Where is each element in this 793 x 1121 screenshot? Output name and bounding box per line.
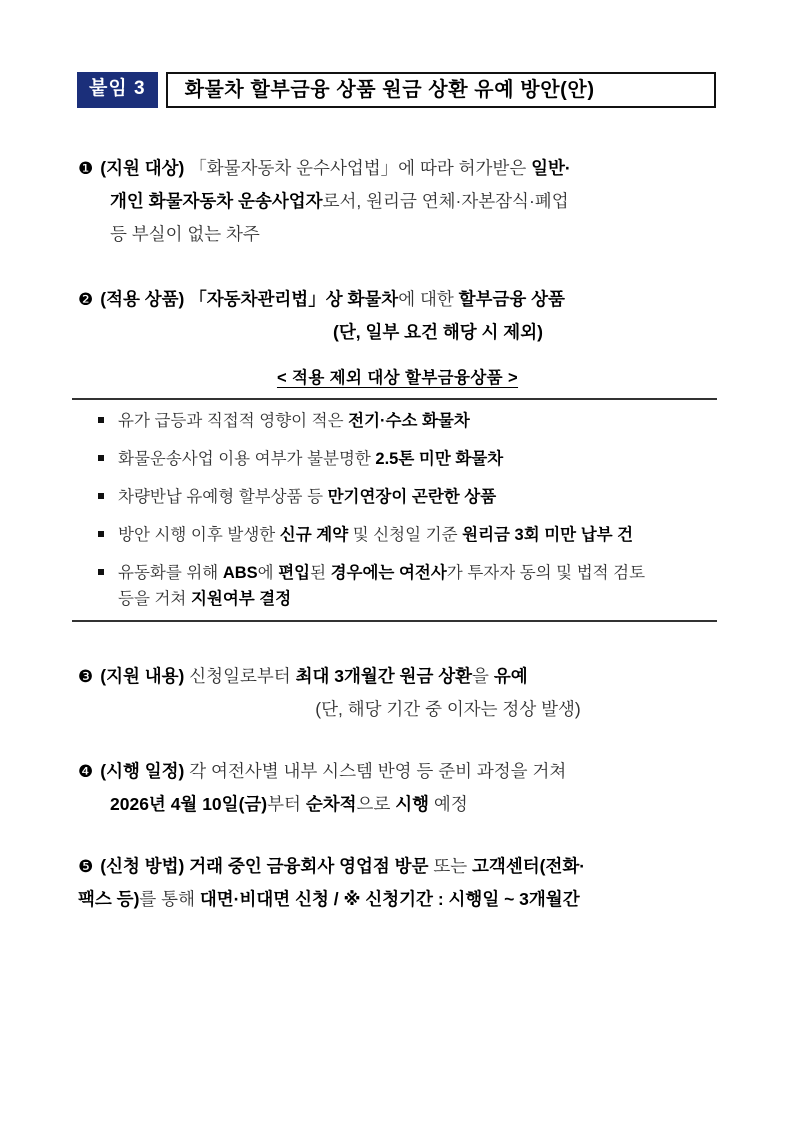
exclusion-panel-heading-text: < 적용 제외 대상 할부금융상품 > — [276, 369, 519, 387]
clause-1-text-b: 로서, 원리금 연체·자본잠식·폐업 — [322, 191, 569, 211]
excl-5-line-2 — [118, 586, 721, 612]
excl-5-text-a: 유동화를 위해 — [118, 564, 223, 582]
clause-5-line-2 — [78, 883, 728, 916]
page-title: 화물차 할부금융 상품 원금 상환 유예 방안(안) — [184, 78, 595, 101]
clause-5-label: (신청 방법) — [100, 856, 185, 876]
clause-applicable-product — [78, 283, 728, 349]
clause-3-bold-b: 유예 — [493, 666, 528, 686]
excl-5-bold-c: 경우에는 — [330, 564, 395, 582]
clause-marker-3: ❸ — [78, 667, 94, 686]
clause-4-bold-a: 순차적 — [305, 794, 357, 814]
clause-1-bold-b: 개인 화물자동차 운송사업자 — [110, 191, 323, 211]
clause-1-line-1 — [78, 152, 728, 185]
clause-marker-1: ❶ — [78, 159, 94, 178]
clause-2-label: (적용 상품) — [100, 289, 185, 309]
clause-3-label: (지원 내용) — [100, 666, 185, 686]
clause-2-line-1 — [78, 283, 728, 316]
clause-1-line-3 — [78, 218, 728, 251]
clause-2-bold-b: 할부금융 상품 — [458, 289, 565, 309]
clause-2-bold-a: 「자동차관리법」상 화물차 — [189, 289, 399, 309]
clause-1-text-c: 등 부실이 없는 차주 — [110, 224, 260, 244]
clause-5-text-b: 를 통해 — [139, 889, 200, 909]
excl-5-text-c: 된 — [310, 564, 331, 582]
clause-4-text-d: 예정 — [429, 794, 468, 814]
clause-marker-5: ❺ — [78, 857, 94, 876]
attachment-badge: 붙임 3 — [77, 72, 158, 108]
excl-5-bold-e: 지원여부 결정 — [190, 590, 292, 608]
clause-3-line-2 — [78, 693, 728, 726]
excl-5-text-e: 가 투자자 동의 및 법적 검토 — [446, 564, 646, 582]
clause-schedule — [78, 755, 728, 821]
clause-support-content — [78, 660, 728, 726]
clause-5-line-1 — [78, 850, 728, 883]
clause-5-bold-a: 거래 중인 금융회사 영업점 방문 — [189, 856, 434, 876]
clause-4-text-c: 으로 — [356, 794, 396, 814]
clause-4-line-2 — [78, 788, 728, 821]
bullet-square-icon — [98, 531, 104, 537]
clause-1-line-2 — [78, 185, 728, 218]
excl-5-text-b: 에 — [257, 564, 279, 582]
excl-5-bold-b: 편입 — [278, 564, 311, 582]
excl-5-text-f: 등을 거쳐 — [118, 590, 191, 608]
list-item — [96, 560, 721, 612]
exclusion-panel-top-divider — [72, 398, 717, 400]
clause-1-label: (지원 대상) — [100, 158, 185, 178]
clause-5-bold-c: 팩스 등) — [78, 889, 140, 909]
clause-1-bold-a: 일반· — [531, 158, 571, 178]
clause-3-text-a: 신청일로부터 — [189, 666, 296, 686]
clause-4-label: (시행 일정) — [100, 761, 185, 781]
clause-4-text-a: 각 여전사별 내부 시스템 반영 등 준비 과정을 거쳐 — [189, 761, 567, 781]
excl-5-bold-a: ABS — [222, 564, 258, 582]
excl-3-text-a: 차량반납 유예형 할부상품 등 — [118, 488, 328, 506]
exclusion-panel-heading — [78, 364, 717, 388]
excl-1-bold-a: 전기·수소 화물차 — [348, 412, 470, 430]
bullet-square-icon — [98, 417, 104, 423]
excl-4-text-b: 및 신청일 기준 — [348, 526, 463, 544]
excl-4-bold-a: 신규 계약 — [279, 526, 349, 544]
excl-2-bold-a: 2.5톤 미만 화물차 — [375, 450, 504, 468]
clause-5-text-a: 또는 — [433, 856, 473, 876]
list-item — [96, 408, 721, 434]
clause-4-bold-b: 시행 — [395, 794, 430, 814]
document-header — [77, 72, 716, 108]
clause-5-bold-d: 대면·비대면 신청 / ※ 신청기간 : 시행일 ~ 3개월간 — [199, 889, 580, 909]
excl-4-bold-b: 원리금 3회 미만 납부 건 — [462, 526, 634, 544]
clause-5-bold-b: 고객센터(전화· — [472, 856, 586, 876]
clause-3-bold-a: 최대 3개월간 원금 상환 — [295, 666, 473, 686]
clause-4-text-b: 부터 — [267, 794, 306, 814]
list-item — [96, 484, 721, 510]
excl-2-text-a: 화물운송사업 이용 여부가 불분명한 — [118, 450, 376, 468]
bullet-square-icon — [98, 455, 104, 461]
clause-3-text-c: (단, 해당 기간 중 이자는 정상 발생) — [315, 699, 581, 719]
bullet-square-icon — [98, 493, 104, 499]
clause-marker-2: ❷ — [78, 290, 94, 309]
excl-1-text-a: 유가 급등과 직접적 영향이 적은 — [118, 412, 349, 430]
bullet-square-icon — [98, 569, 104, 575]
clause-2-line-2 — [78, 316, 728, 349]
title-box — [166, 72, 716, 108]
clause-support-target — [78, 152, 728, 251]
clause-2-text-a: 에 대한 — [398, 289, 459, 309]
clause-application-method — [78, 850, 728, 916]
clause-3-line-1 — [78, 660, 728, 693]
excl-3-bold-a: 만기연장이 곤란한 상품 — [327, 488, 497, 506]
list-item — [96, 522, 721, 548]
clause-2-bold-c: (단, 일부 요건 해당 시 제외) — [333, 322, 543, 342]
list-item — [96, 446, 721, 472]
excl-5-line-1 — [118, 560, 721, 586]
exclusion-list — [96, 408, 721, 624]
clause-marker-4: ❹ — [78, 762, 94, 781]
clause-3-text-b: 을 — [472, 666, 494, 686]
excl-5-bold-d: 여전사 — [398, 564, 447, 582]
clause-1-text-a: 「화물자동차 운수사업법」에 따라 허가받은 — [189, 158, 532, 178]
clause-4-bold-date: 2026년 4월 10일(금) — [110, 794, 268, 814]
excl-4-text-a: 방안 시행 이후 발생한 — [118, 526, 280, 544]
clause-4-line-1 — [78, 755, 728, 788]
